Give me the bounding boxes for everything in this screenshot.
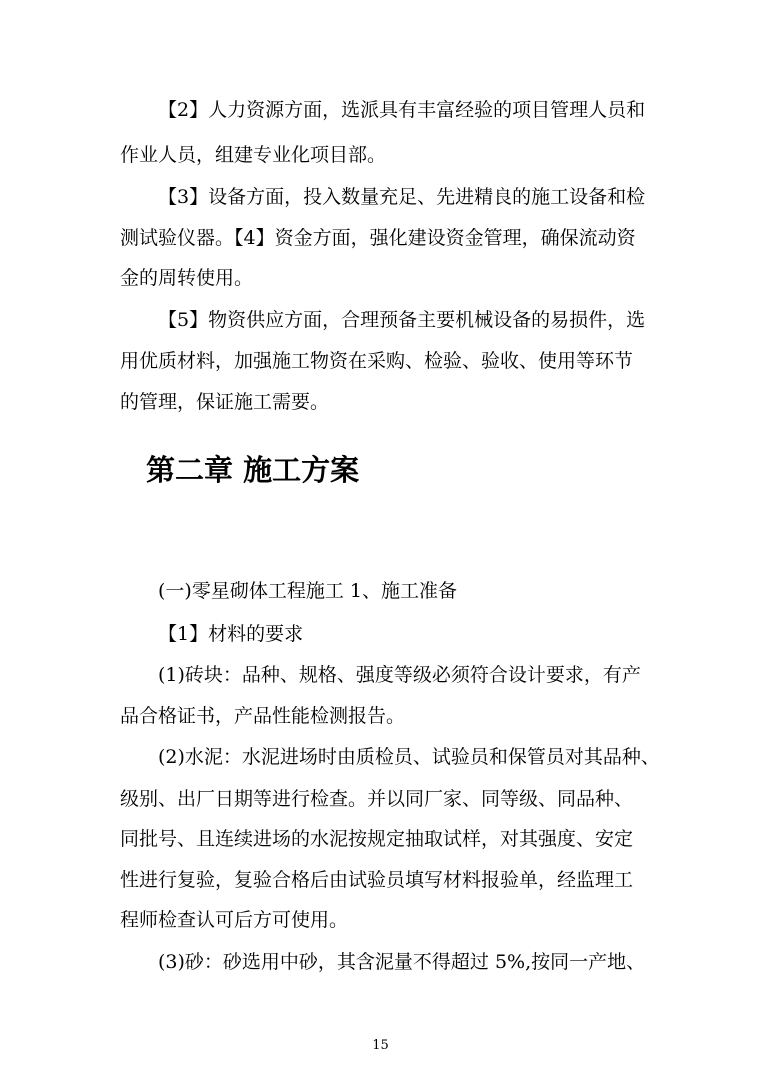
chapter-title: 第二章 施工方案 <box>146 453 360 487</box>
paragraph-line: 金的周转使用。 <box>120 267 254 289</box>
paragraph-line: 【3】设备方面，投入数量充足、先进精良的施工设备和检 <box>158 186 646 208</box>
item-line: 程师检查认可后方可使用。 <box>120 909 349 931</box>
item-line: (3)砂：砂选用中砂，其含泥量不得超过 5%,按同一产地、 <box>158 951 646 973</box>
paragraph-line: 【2】人力资源方面，选派具有丰富经验的项目管理人员和 <box>158 99 646 121</box>
item-line: 同批号、且连续进场的水泥按规定抽取试样，对其强度、安定 <box>120 828 634 850</box>
paragraph-line: 的管理，保证施工需要。 <box>120 391 330 413</box>
paragraph-line: 测试验仪器。【4】资金方面，强化建设资金管理，确保流动资 <box>120 227 636 249</box>
section-heading: (一)零星砌体工程施工 1、施工准备 <box>158 580 457 602</box>
section-subheading: 【1】材料的要求 <box>158 623 304 645</box>
item-line: 级别、出厂日期等进行检查。并以同厂家、同等级、同品种、 <box>120 788 634 810</box>
paragraph-line: 用优质材料，加强施工物资在采购、检验、验收、使用等环节 <box>120 350 634 372</box>
item-line: 性进行复验，复验合格后由试验员填写材料报验单，经监理工 <box>120 869 634 891</box>
paragraph-line: 作业人员，组建专业化项目部。 <box>120 144 387 166</box>
item-line: 品合格证书，产品性能检测报告。 <box>120 705 406 727</box>
item-line: (2)水泥：水泥进场时由质检员、试验员和保管员对其品种、 <box>158 746 660 768</box>
paragraph-line: 【5】物资供应方面，合理预备主要机械设备的易损件，选 <box>158 309 646 331</box>
item-line: (1)砖块：品种、规格、强度等级必须符合设计要求，有产 <box>158 664 641 686</box>
page-number: 15 <box>372 1038 389 1053</box>
